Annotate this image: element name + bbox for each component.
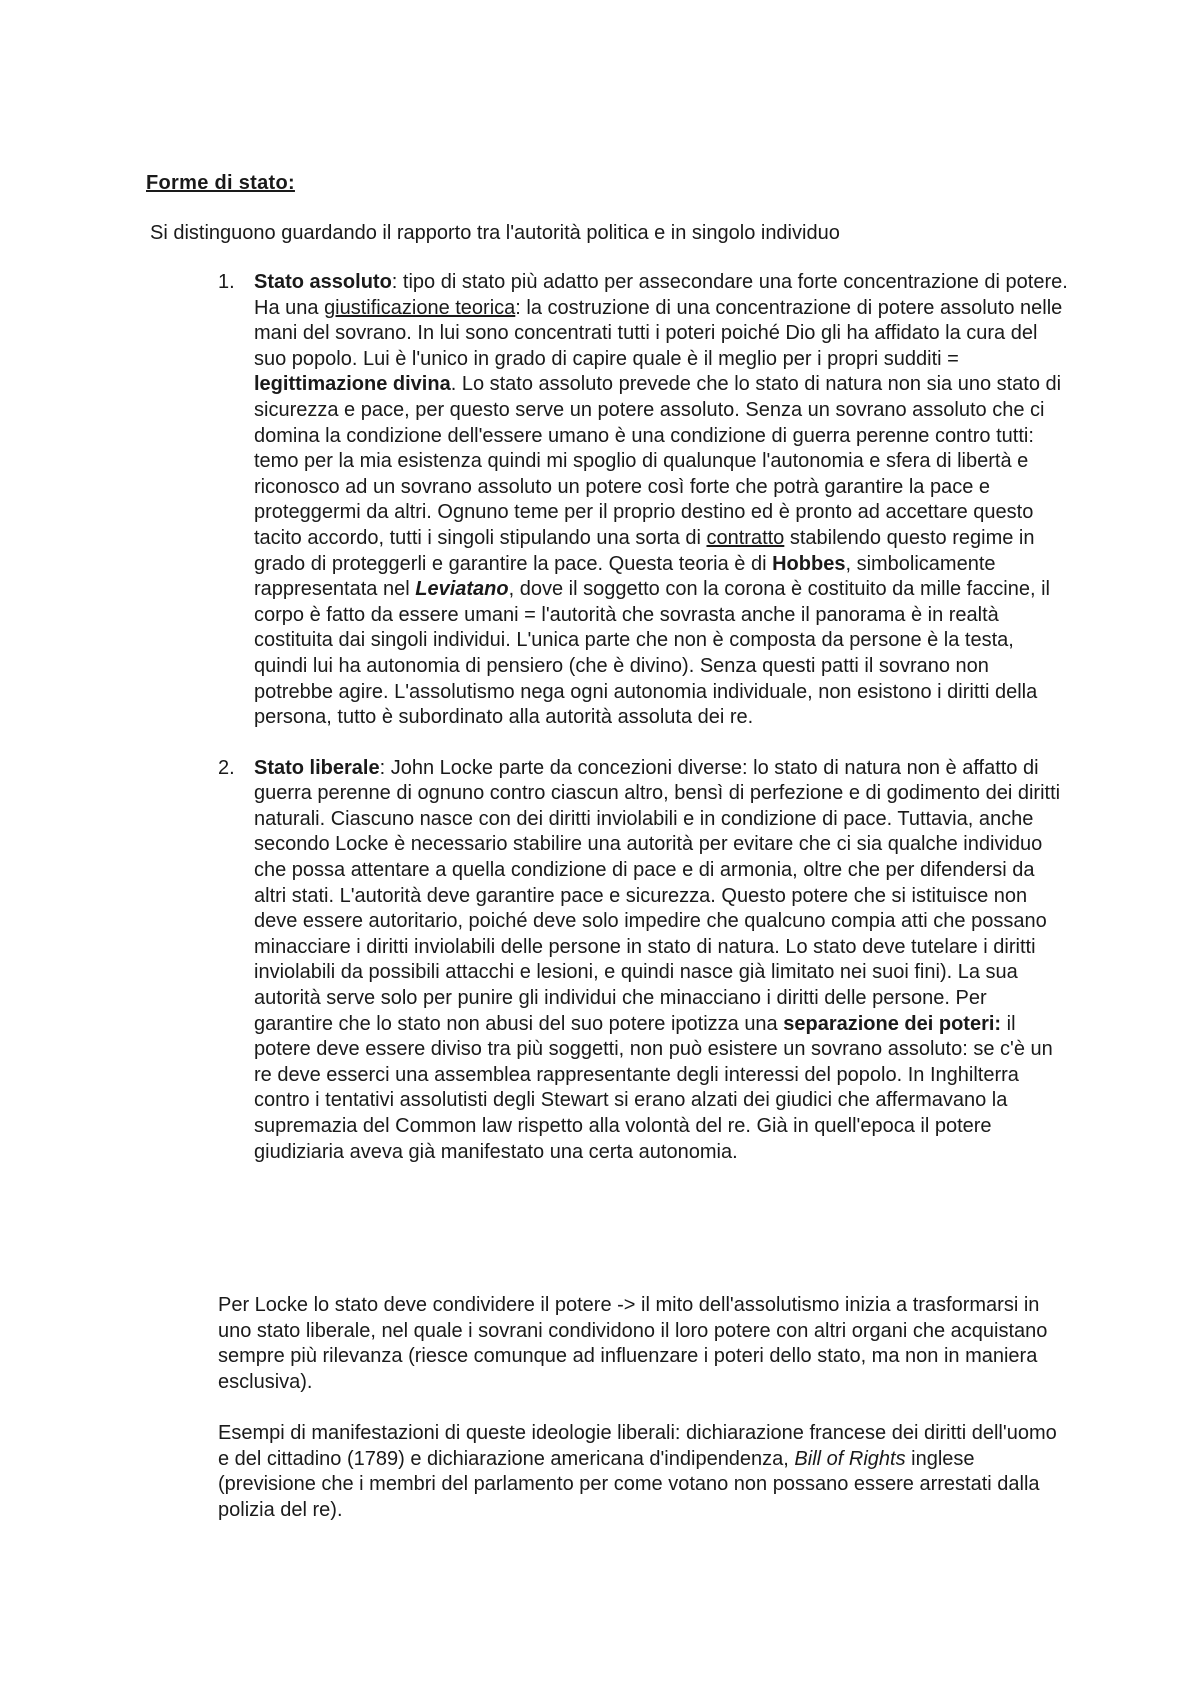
list-item-number: 2. — [218, 756, 235, 779]
bold-italic-leviatano: Leviatano — [415, 578, 509, 601]
underlined-giustificazione-teorica: giustificazione teorica — [324, 296, 516, 319]
list-item-absolute-state — [218, 270, 1068, 731]
list-item-text: Stato liberale: John Locke parte da concezioni diverse: lo stato di natura non è affatto di guerra perenne di ognuno contro ciascun altro, bensì di perfezione e di godimento dei diritti naturali. Ciascuno nasce con dei diritti inviolabili e in condizione di pace. Tuttavia, anche secondo Locke è necessario stabilire una autorità per evitare che ci sia qualche individuo che possa attentare a quella condizione di pace e di armonia, oltre che per difendersi da altri stati. L'autorità deve garantire pace e sicurezza. Questo potere che si istituisce non deve essere autoritario, poiché deve solo impedire che qualcuno compia atti che possano minacciare i diritti inviolabili delle persone in stato di natura. Lo stato deve tutelare i diritti inviolabili da possibili attacchi e lesioni, e quindi nasce già limitato nei suoi fini). La sua autorità serve solo per punire gli individui che minacciano i diritti delle persone. Per garantire che lo stato non abusi del suo potere ipotizza una separazione dei poteri: il potere deve essere diviso tra più soggetti, non può esistere un sovrano assoluto: se c'è un re deve esserci una assemblea rappresentante degli interessi del popolo. In Inghilterra contro i tentativi assolutisti degli Stewart si erano alzati dei giudici che affermavano la supremazia del Common law rispetto alla volontà del re. Già in quell'epoca il potere giudiziaria aveva già manifestato una certa autonomia. — [254, 756, 1061, 1163]
intro-paragraph: Si distinguono guardando il rapporto tra l'autorità politica e in singolo individuo — [150, 222, 840, 244]
list-item-number: 1. — [218, 271, 235, 293]
list-item-liberal-state — [218, 756, 1068, 1166]
list-item-text: Stato assoluto: tipo di stato più adatto per assecondare una forte concentrazione di potere. Ha una giustificazione teorica: la costruzione di una concentrazione di potere assoluto nelle mani del sovrano. In lui sono concentrati tutti i poteri poiché Dio gli ha affidato la cura del suo popolo. Lui è l'unico in grado di capire quale è il meglio per i propri sudditi = legittimazione divina. Lo stato assoluto prevede che lo stato di natura non sia uno stato di sicurezza e pace, per questo serve un potere assoluto. Senza un sovrano assoluto che ci domina la condizione dell'essere umano è una condizione di guerra perenne contro tutti: temo per la mia esistenza quindi mi spoglio di qualunque l'autonomia e sfera di libertà e riconosco ad un sovrano assoluto un potere così forte che potrà garantire la pace e proteggermi da altri. Ognuno teme per il proprio destino ed è pronto ad accettare questo tacito accordo, tutti i singoli stipulando una sorta di contratto stabilendo questo regime in grado di proteggerli e garantire la pace. Questa teoria è di Hobbes, simbolicamente rappresentata nel Leviatano, dove il soggetto con la corona è costituito da mille faccine, il corpo è fatto da essere umani = l'autorità che sovrasta anche il panorama è in realtà costituita dai singoli individui. L'unica parte che non è composta da persone è la testa, quindi lui ha autonomia di pensiero (che è divino). Senza questi patti il sovrano non potrebbe agire. L'assolutismo nega ogni autonomia individuale, non esistono i diritti della persona, tutto è subordinato alla autorità assoluta dei re. — [254, 271, 1068, 729]
forms-of-state-list — [218, 270, 1068, 1190]
document-title: Forme di stato: — [146, 172, 295, 194]
underlined-contratto: contratto — [706, 526, 785, 549]
term-stato-assoluto: Stato assoluto — [254, 271, 392, 293]
bold-hobbes: Hobbes — [772, 552, 846, 575]
locke-paragraph: Per Locke lo stato deve condividere il potere -> il mito dell'assolutismo inizia a trasformarsi in uno stato liberale, nel quale i sovrani condividono il loro potere con altri organi che acquistano sempre più rilevanza (riesce comunque ad influenzare i poteri dello stato, ma non in maniera esclusiva). — [218, 1294, 1048, 1393]
bold-legittimazione-divina: legittimazione divina — [254, 373, 451, 396]
examples-paragraph: Esempi di manifestazioni di queste ideologie liberali: dichiarazione francese dei diritti dell'uomo e del cittadino (1789) e dichiarazione americana d'indipendenza, Bill of Rights inglese (previsione che i membri del parlamento per come votano non possano essere arrestati dalla polizia del re). — [218, 1422, 1057, 1521]
bold-separazione-dei-poteri: separazione dei poteri: — [783, 1012, 1002, 1035]
term-stato-liberale: Stato liberale — [254, 756, 380, 779]
italic-bill-of-rights: Bill of Rights — [794, 1447, 906, 1470]
